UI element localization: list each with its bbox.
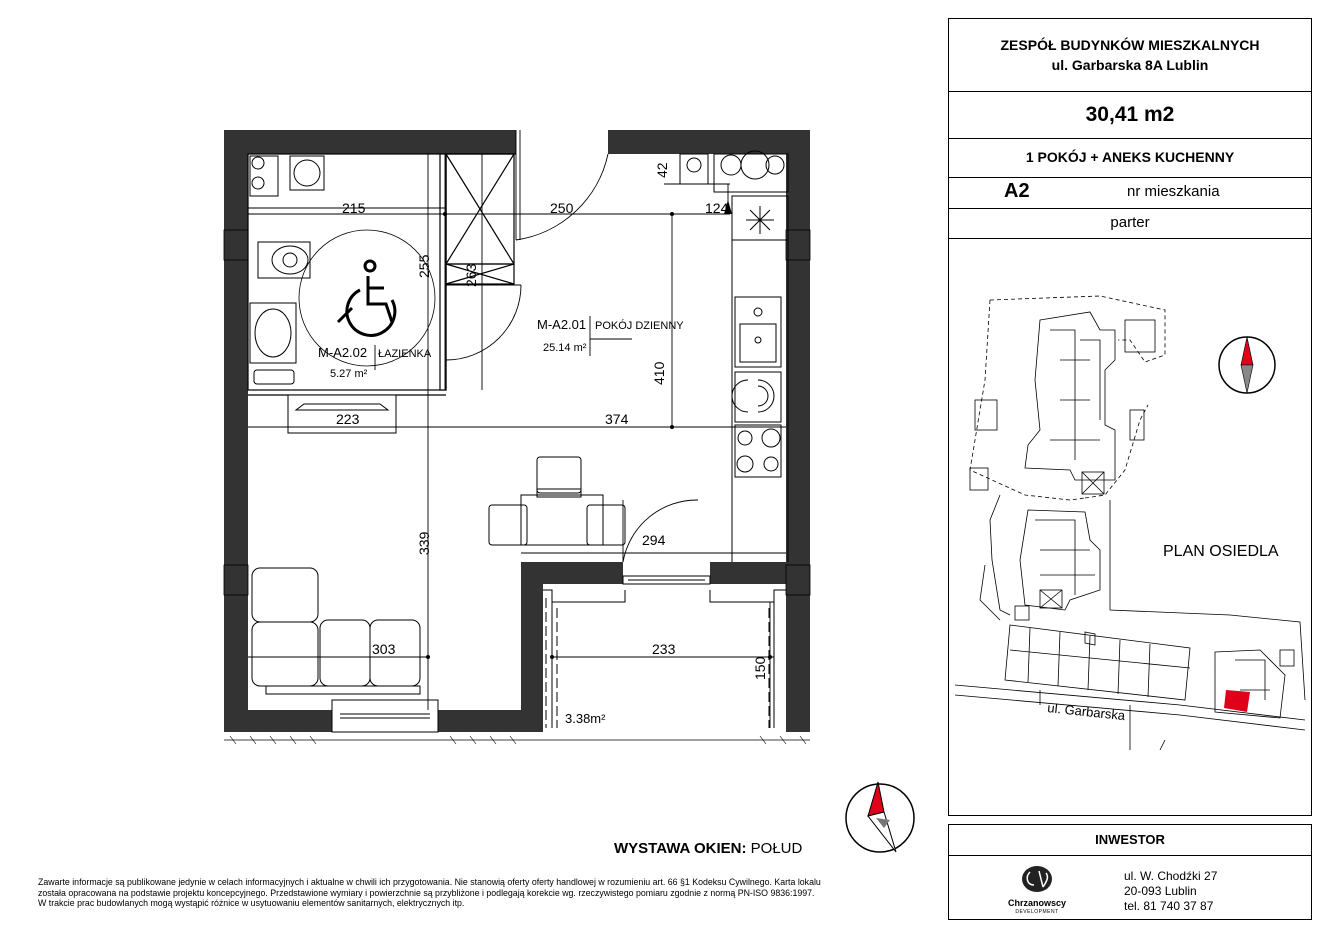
dim-374: 374 (605, 411, 629, 427)
apartment-area: 30,41 m2 (949, 91, 1311, 139)
logo-sub: DEVELOPMENT (1015, 909, 1059, 915)
apartment-number-label: nr mieszkania (1127, 183, 1220, 200)
header-block (949, 19, 1311, 92)
balcony-area: 3.38m² (565, 711, 606, 726)
dim-410: 410 (651, 361, 667, 385)
apartment-floor: parter (949, 208, 1311, 239)
dining-set (489, 457, 625, 545)
dim-150: 150 (752, 656, 768, 680)
apartment-layout: 1 POKÓJ + ANEKS KUCHENNY (949, 138, 1311, 178)
complex-address: ul. Garbarska 8A Lublin (1051, 57, 1209, 73)
apartment-code: A2 (1004, 180, 1030, 202)
balcony (543, 590, 786, 728)
logo-name: Chrzanowscy (1007, 898, 1067, 908)
exposure-value: POŁUD (750, 840, 803, 857)
sofa (252, 568, 420, 694)
investor-street: ul. W. Chodźki 27 (1124, 869, 1218, 883)
street-label: ul. Garbarska (1046, 700, 1126, 724)
dim-303: 303 (372, 641, 396, 657)
room-code-bathroom: M-A2.02 (318, 345, 368, 360)
investor-block (948, 824, 1312, 920)
investor-address (1124, 869, 1217, 914)
disclaimer (38, 877, 948, 909)
info-panel (948, 18, 1312, 816)
investor-heading: INWESTOR (949, 825, 1311, 856)
window-exposure (614, 840, 802, 857)
complex-name: ZESPÓŁ BUDYNKÓW MIESZKALNYCH (1000, 37, 1260, 53)
accessible-icon (338, 261, 395, 335)
site-plan-title: PLAN OSIEDLA (1163, 543, 1279, 560)
dim-223: 223 (336, 411, 360, 427)
dim-339: 339 (416, 531, 432, 555)
dim-263: 263 (463, 263, 479, 287)
dim-233: 233 (652, 641, 676, 657)
investor-phone: tel. 81 740 37 87 (1124, 899, 1214, 913)
room-area-living: 25.14 m² (543, 342, 587, 354)
room-name-bathroom: ŁAZIENKA (378, 348, 432, 360)
apartment-number-row (949, 177, 1311, 209)
disclaimer-line-2: została opracowana na podstawie projektu koncepcyjnego. Przedstawione wymiary i powierzchnie są przybliżone i podlegają korekcie wg. rzeczywistego pomiaru zgodnie z normą PN-ISO 9836:1997. (38, 887, 815, 898)
disclaimer-line-1: Zawarte informacje są publikowane jedynie w celach informacyjnych i aktualne w chwili ich przygotowania. Nie stanowią oferty oferty handlowej w rozumieniu art. 66 §1 Kodeksu Cywilnego. Karta lokalu (38, 877, 821, 887)
dim-250: 250 (550, 200, 574, 216)
room-code-living: M-A2.01 (537, 317, 587, 332)
exposure-label: WYSTAWA OKIEN: (614, 840, 747, 857)
room-name-living: POKÓJ DZIENNY (595, 320, 684, 332)
disclaimer-line-3: W trakcie prac budowlanych mogą wystąpić różnice w usytuowaniu elementów sanitarnych, elektrycznych itp. (38, 898, 465, 909)
dim-215: 215 (342, 200, 366, 216)
investor-city: 20-093 Lublin (1124, 884, 1197, 898)
dim-124: 124 (705, 200, 729, 216)
compass-icon (846, 782, 914, 852)
dim-255: 255 (416, 254, 432, 278)
dim-42: 42 (654, 162, 670, 178)
dim-294: 294 (642, 532, 666, 548)
room-area-bathroom: 5.27 m² (330, 368, 368, 380)
